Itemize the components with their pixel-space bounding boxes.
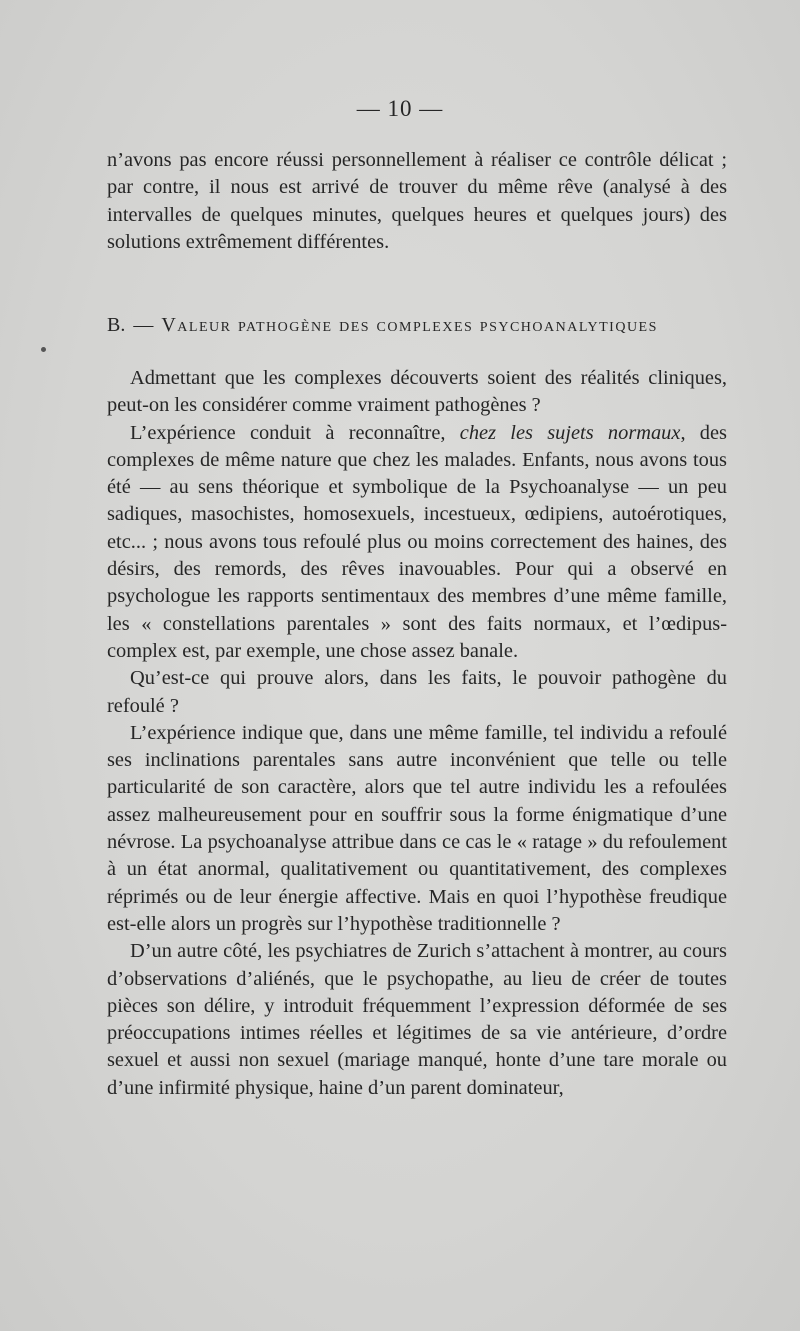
print-speck	[41, 347, 46, 352]
section-letter: B.	[107, 314, 126, 336]
paragraph-2-emphasis: chez les sujets normaux	[459, 421, 681, 444]
section-title: Valeur pathogène des complexes psychoanalytiques	[161, 314, 658, 336]
section-dash: —	[133, 314, 154, 336]
paragraph-2	[107, 420, 727, 666]
paragraph-5: D’un autre côté, les psychiatres de Zurich s’attachent à montrer, au cours d’observations d’aliénés, que le psychopathe, au lieu de créer de toutes pièces son délire, y introduit fréquemment l’expression déformée de ses préoccupations intimes réelles et légitimes de sa vie antérieure, d’ordre sexuel et aussi non sexuel (mariage manqué, honte d’une tare morale ou d’une infirmité physique, haine d’un parent dominateur,	[107, 940, 727, 1099]
section-heading	[107, 314, 727, 337]
paragraph-4: L’expérience indique que, dans une même famille, tel individu a refoulé ses inclinations parentales sans autre inconvénient que telle ou telle particularité de son caractère, alors que tel autre individu les a refoulées assez malheureusement pour en souffrir sous la forme énigmatique d’une névrose. La psychoanalyse attribue dans ce cas le « ratage » du refoulement à un état anormal, qualitativement ou quantitativement, des complexes réprimés ou de leur énergie affective. Mais en quoi l’hypothèse freudique est-elle alors un progrès sur l’hypothèse traditionnelle ?	[107, 721, 727, 935]
continued-paragraph: n’avons pas encore réussi personnellement à réaliser ce contrôle délicat ; par contre, il nous est arrivé de trouver du même rêve (analysé à des intervalles de quelques minutes, quelques heures et quelques jours) des solutions extrêmement différentes.	[107, 149, 727, 253]
paragraph-2-rest: , des complexes de même nature que chez les malades. Enfants, nous avons tous été — au sens théorique et symbolique de la Psychoanalyse — un peu sadiques, masochistes, homosexuels, incestueux, œdipiens, autoérotiques, etc... ; nous avons tous refoulé plus ou moins correctement des haines, des désirs, des remords, des rêves inavouables. Pour qui a observé en psychologue les rapports sentimentaux des membres d’une même famille, les « constellations parentales » sont des faits normaux, et l’œdipus-complex est, par exemple, une chose assez banale.	[107, 421, 727, 662]
paragraph-2-start: L’expérience conduit à reconnaître,	[130, 421, 460, 444]
paragraph-3: Qu’est-ce qui prouve alors, dans les faits, le pouvoir pathogène du refoulé ?	[107, 667, 727, 717]
page-number: — 10 —	[356, 96, 444, 121]
paragraph-1: Admettant que les complexes découverts soient des réalités cliniques, peut-on les considérer comme vraiment pathogènes ?	[107, 367, 727, 417]
continued-paragraph-block	[107, 147, 727, 256]
body-text	[107, 365, 727, 1102]
